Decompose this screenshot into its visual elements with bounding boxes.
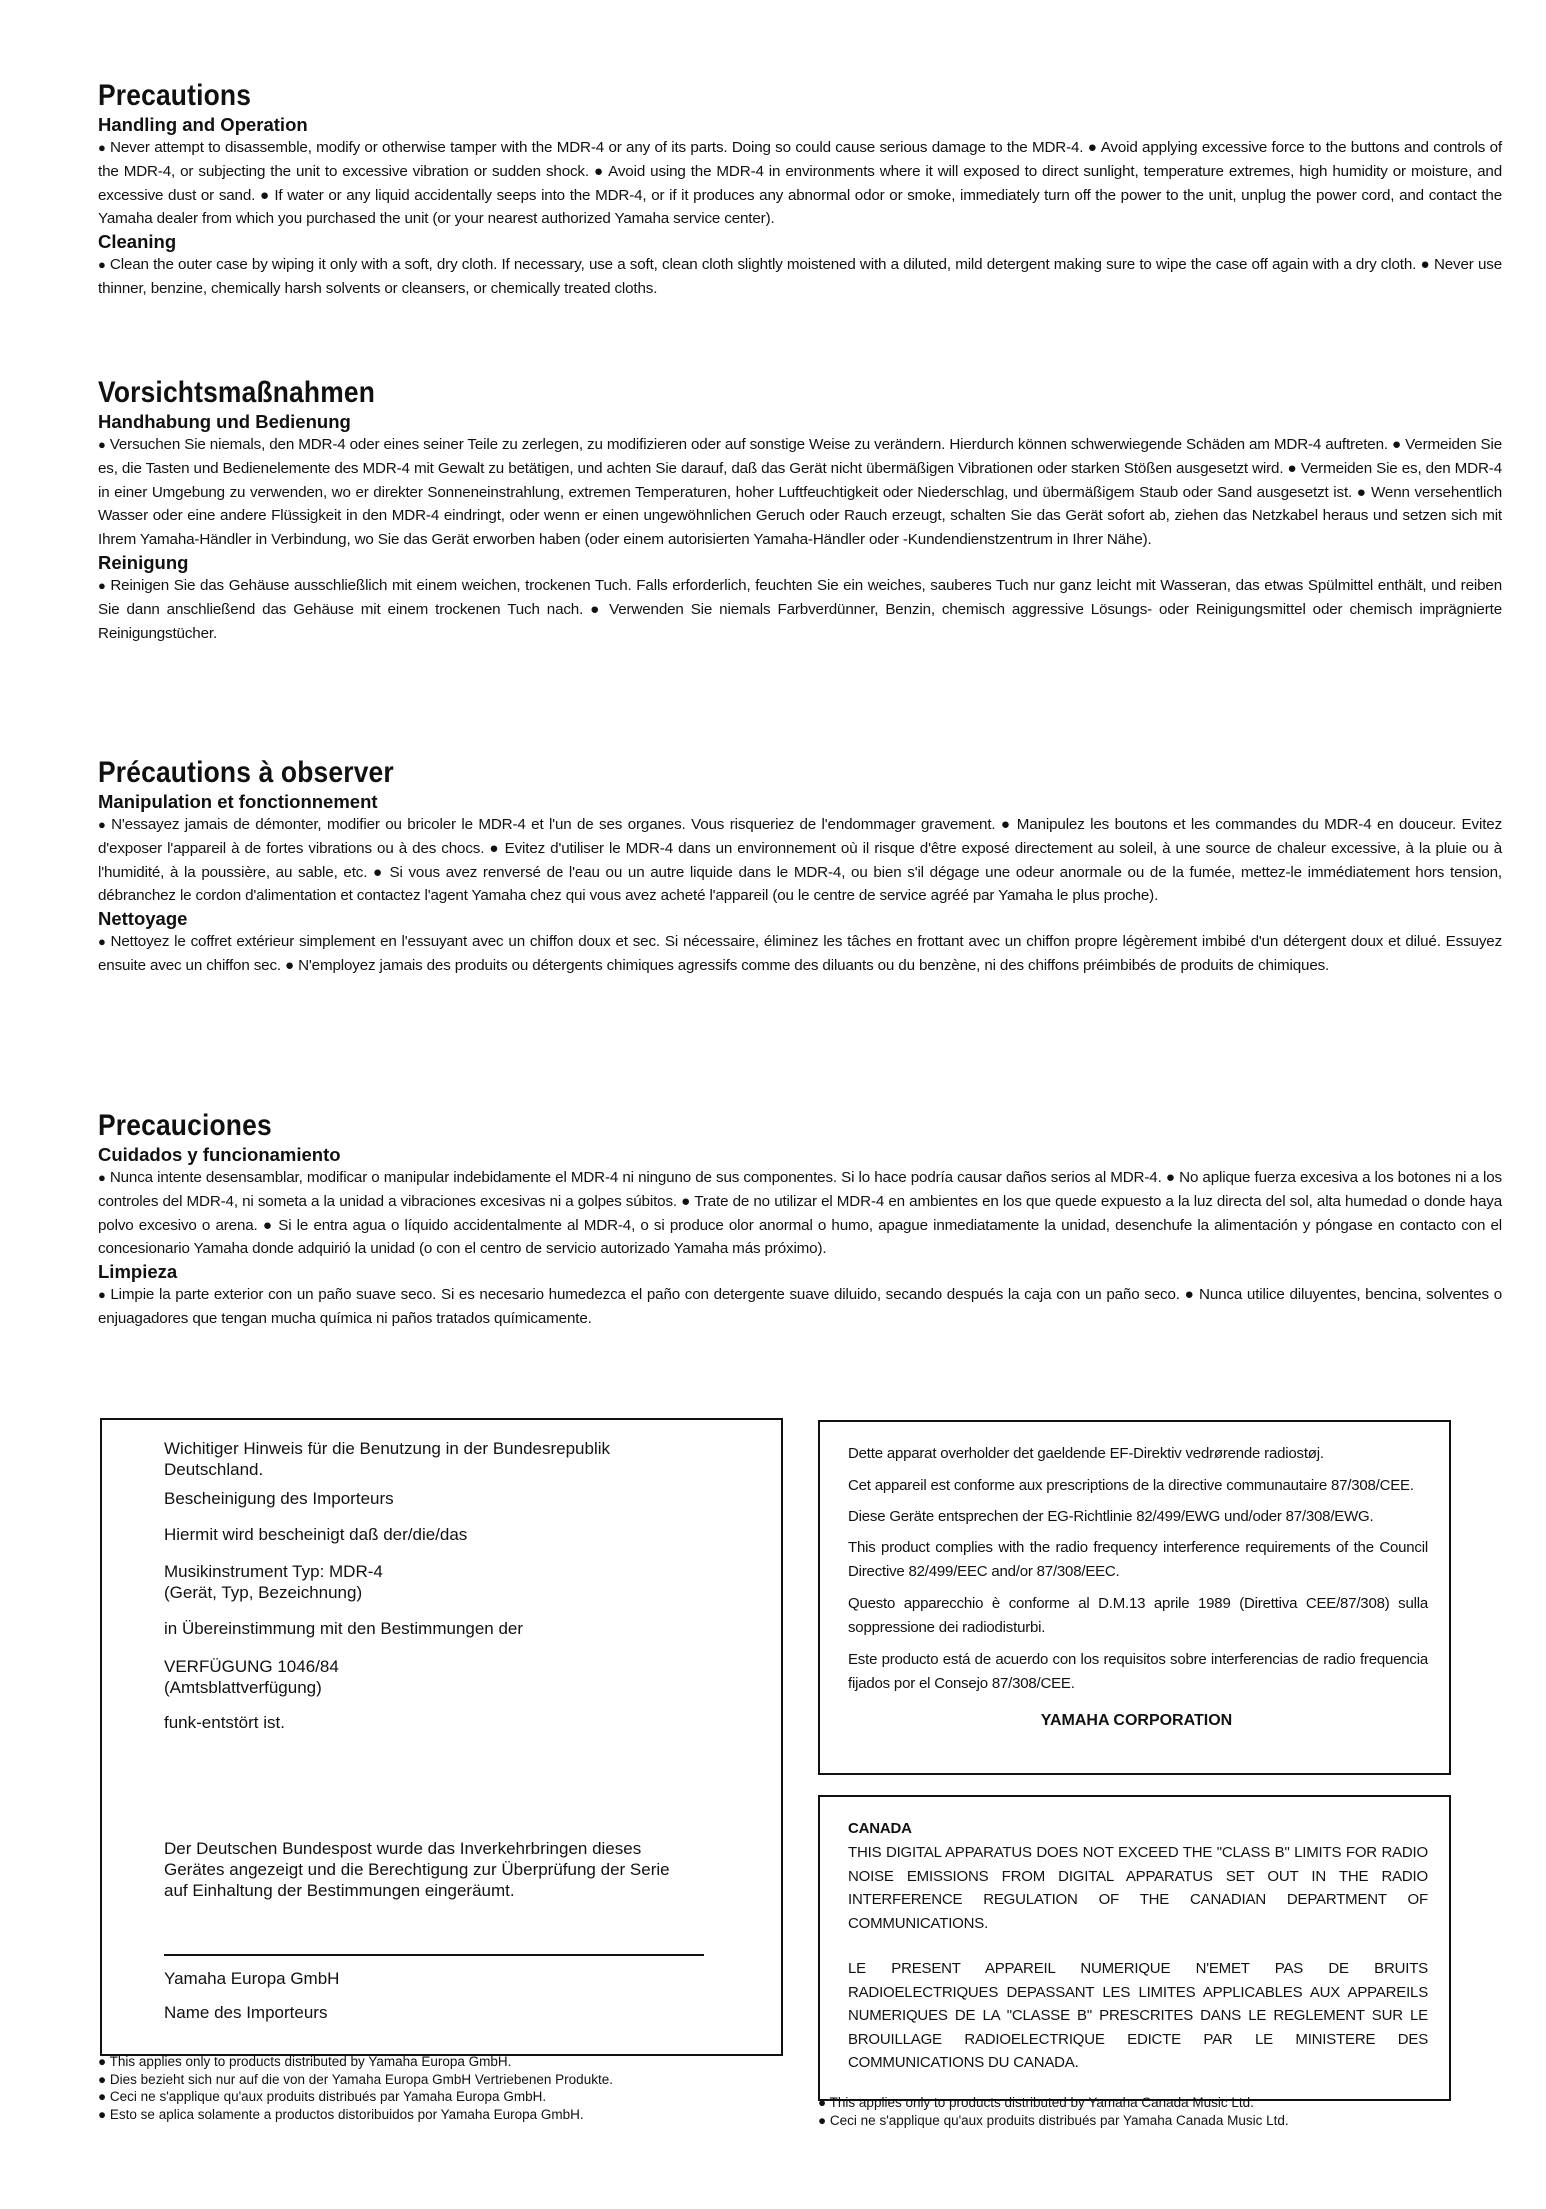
canada-title: CANADA [848, 1820, 912, 1837]
compliance-german: Diese Geräte entsprechen der EG-Richtlinie 82/499/EWG und/oder 87/308/EWG. [848, 1508, 1374, 1525]
regulation-reference: VERFÜGUNG 1046/84 [164, 1657, 339, 1676]
section-title: Precautions [98, 79, 252, 112]
precautions-section-de [98, 375, 1502, 645]
bullet-icon: ● [98, 577, 107, 593]
bundespost-text: Der Deutschen Bundespost wurde das Inverkehrbringen dieses Gerätes angezeigt und die Berechtigung zur Überprüfung der Serie auf Einhaltung der Bestimmungen eingeräumt. [164, 1839, 670, 1900]
compliance-italian: Questo apparecchio è conforme al D.M.13 aprile 1989 (Direttiva CEE/87/308) sulla soppressione dei radiodisturbi. [848, 1595, 1428, 1636]
bullet-icon: ● [98, 817, 108, 832]
canada-french-text: LE PRESENT APPAREIL NUMERIQUE N'EMET PAS DE BRUITS RADIOELECTRIQUES DEPASSANT LES LIMITES APPLICABLES AUX APPAREILS NUMERIQUES DE LA "CLASSE B" PRESCRITES DANS LE REGLEMENT SUR LE BROUILLAGE RADIOELECTRIQUE EDICTE PAR LE MINISTERE DES COMMUNICATIONS DU CANADA. [848, 1960, 1428, 2071]
cleaning-paragraph: ● Reinigen Sie das Gehäuse ausschließlich mit einem weichen, trockenen Tuch. Falls erforderlich, feuchten Sie ein weiches, sauberes Tuch nur ganz leicht mit Wasseran, das etwas Spülmittel enthält, und reiben Sie dann anschließend das Gehäuse mit einem trockenen Tuch nach. ● Verwenden Sie niemals Farbverdünner, Benzin, chemisch aggressive Lösungs- oder Reinigungsmittel oder chemisch imprägnierte Reinigungstücher. [98, 576, 1502, 642]
canada-english-text: THIS DIGITAL APPARATUS DOES NOT EXCEED THE "CLASS B" LIMITS FOR RADIO NOISE EMISSIONS FROM DIGITAL APPARATUS SET OUT IN THE RADIO INTERFERENCE REGULATION OF THE CANADIAN DEPARTMENT OF COMMUNICATIONS. [848, 1844, 1428, 1932]
bullet-icon: ● [98, 257, 106, 273]
note-item: ● This applies only to products distributed by Yamaha Canada Music Ltd. [818, 2095, 1254, 2110]
importer-certificate-box [100, 1418, 783, 2056]
bullet-icon: ● [818, 2095, 827, 2110]
bullet-icon: ● [98, 140, 107, 155]
bullet-icon: ● [98, 1170, 106, 1185]
cleaning-paragraph: ● Limpie la parte exterior con un paño suave seco. Si es necesario humedezca el paño con detergente suave diluido, secando después la caja con un paño seco. ● Nunca utilice diluyentes, bencina, solventes o enjuagadores que tengan mucha química ni paños tratados químicamente. [98, 1286, 1502, 1327]
section-title: Vorsichtsmaßnahmen [98, 376, 376, 409]
handling-paragraph: ● N'essayez jamais de démonter, modifier ou bricoler le MDR-4 et l'un de ses organes. Vous risqueriez de l'endommager gravement. ● Manipulez les boutons et les commandes du MDR-4 en douceur. Evitez d'exposer l'appareil à de fortes vibrations ou à des chocs. ● Evitez d'utiliser le MDR-4 dans un environnement où il risque d'être exposé directement au soleil, à une source de chaleur excessive, à la pluie ou à l'humidité, à la poussière, au sable, etc. ● Si vous avez renversé de l'eau ou un autre liquide dans le MDR-4, ou bien s'il dégage une odeur anormale ou de la fumée, mettez-le immédiatement hors tension, débranchez le cordon d'alimentation et contactez l'agent Yamaha chez qui vous avez acheté l'appareil (ou le centre de service agréé par Yamaha le plus proche). [98, 816, 1503, 905]
compliance-spanish: Este producto está de acuerdo con los requisitos sobre interferencias de radio frequencia fijados por el Consejo 87/308/CEE. [848, 1651, 1428, 1692]
note-item: ● Ceci ne s'applique qu'aux produits distribués par Yamaha Europa GmbH. [98, 2089, 547, 2104]
note-item: ● Dies bezieht sich nur auf die von der Yamaha Europa GmbH Vertriebenen Produkte. [98, 2071, 613, 2087]
certificate-line-1: Hiermit wird bescheinigt daß der/die/das [164, 1525, 468, 1544]
handling-heading: Manipulation et fonctionnement [98, 791, 378, 812]
cleaning-heading: Nettoyage [98, 908, 188, 930]
bullet-icon: ● [98, 437, 106, 452]
yamaha-corporation-label: YAMAHA CORPORATION [1040, 1712, 1233, 1729]
bullet-icon: ● [98, 2054, 107, 2069]
bullet-icon: ● [98, 1287, 107, 1303]
cleaning-paragraph: ● Nettoyez le coffret extérieur simplement en l'essuyant avec un chiffon doux et sec. Si nécessaire, éliminez les tâches en frottant avec un chiffon propre légèrement imbibé d'un détergent doux et dilué. Essuyez ensuite avec un chiffon sec. ● N'employez jamais des produits ou détergents chimiques agressifs comme des diluants ou du benzène, ni des chiffons préimbibés de produits de chimiques. [98, 933, 1503, 974]
compliance-danish: Dette apparat overholder det gaeldende EF-Direktiv vedrørende radiostøj. [848, 1445, 1324, 1462]
handling-paragraph: ● Never attempt to disassemble, modify or otherwise tamper with the MDR-4 or any of its parts. Doing so could cause serious damage to the MDR-4. ● Avoid applying excessive force to the buttons and controls of the MDR-4, or subjecting the unit to excessive vibration or sudden shock. ● Avoid using the MDR-4 in environments where it will exposed to direct sunlight, temperature extremes, high humidity or moisture, and excessive dust or sand. ● If water or any liquid accidentally seeps into the MDR-4, or if it produces any abnormal odor or smoke, immediately turn off the power to the unit, unplug the power cord, and contact the Yamaha dealer from which you purchased the unit (or your nearest authorized Yamaha service center). [98, 139, 1502, 228]
certificate-line-3: funk-entstört ist. [164, 1713, 285, 1732]
handling-heading: Handling and Operation [98, 114, 308, 135]
regulation-caption: (Amtsblattverfügung) [164, 1678, 322, 1697]
section-title: Précautions à observer [98, 756, 394, 789]
importer-name-caption: Name des Importeurs [164, 2003, 328, 2022]
cleaning-heading: Limpieza [98, 1261, 178, 1283]
canada-notes [818, 2094, 1289, 2129]
bullet-icon: ● [98, 2106, 107, 2122]
section-title: Precauciones [98, 1109, 272, 1142]
eu-compliance-box [818, 1420, 1451, 1775]
bullet-icon: ● [98, 2071, 107, 2087]
handling-heading: Cuidados y funcionamiento [98, 1144, 341, 1165]
cleaning-paragraph: ● Clean the outer case by wiping it only with a soft, dry cloth. If necessary, use a soft, clean cloth slightly moistened with a diluted, mild detergent making sure to wipe the case off again with a dry cloth. ● Never use thinner, benzine, chemically harsh solvents or cleansers, or chemically treated cloths. [98, 256, 1503, 297]
note-item: ● Esto se aplica solamente a productos distoribuidos por Yamaha Europa GmbH. [98, 2106, 584, 2122]
handling-heading: Handhabung und Bedienung [98, 411, 351, 432]
importer-notice: Wichitiger Hinweis für die Benutzung in der Bundesrepublik Deutschland. [164, 1439, 611, 1479]
precautions-section-fr [98, 755, 1502, 978]
certificate-line-2: in Übereinstimmung mit den Bestimmungen der [164, 1619, 524, 1638]
note-item: ● Ceci ne s'applique qu'aux produits distribués par Yamaha Canada Music Ltd. [818, 2112, 1289, 2128]
cleaning-heading: Cleaning [98, 231, 177, 253]
precautions-section-en [98, 78, 1502, 301]
importer-certificate-title: Bescheinigung des Importeurs [164, 1489, 394, 1508]
importer-name: Yamaha Europa GmbH [164, 1969, 340, 1988]
cleaning-heading: Reinigung [98, 551, 189, 573]
bullet-icon: ● [98, 2089, 107, 2104]
device-caption: (Gerät, Typ, Bezeichnung) [164, 1583, 363, 1602]
handling-paragraph: ● Versuchen Sie niemals, den MDR-4 oder eines seiner Teile zu zerlegen, zu modifizieren oder auf sonstige Weise zu verändern. Hierdurch können schwerwiegende Schäden am MDR-4 auftreten. ● Vermeiden Sie es, die Tasten und Bedienelemente des MDR-4 mit Gewalt zu betätigen, und achten Sie darauf, daß das Gerät nicht übermäßigen Vibrationen oder starken Stößen ausgesetzt wird. ● Vermeiden Sie es, den MDR-4 in einer Umgebung zu verwenden, wo er direkter Sonneneinstrahlung, extremen Temperaturen, hoher Luftfeuchtigkeit oder Niederschlag, und übermäßigem Staub oder Sand ausgesetzt ist. ● Wenn versehentlich Wasser oder eine andere Flüssigkeit in den MDR-4 eindringt, oder wenn er einen ungewöhnlichen Geruch oder Rauch erzeugt, schalten Sie das Gerät sofort ab, ziehen das Netzkabel heraus und setzen sich mit Ihrem Yamaha-Händler in Verbindung, wo Sie das Gerät erworben haben (oder einem autorisierten Yamaha-Händler oder -Kundendienstzentrum in Ihrer Nähe). [98, 436, 1503, 549]
importer-notes [98, 2053, 613, 2123]
precautions-section-es [98, 1108, 1502, 1331]
handling-paragraph: ● Nunca intente desensamblar, modificar o manipular indebidamente el MDR-4 ni ninguno de sus componentes. Si lo hace podría causar daños serios al MDR-4. ● No aplique fuerza excesiva a los botones ni a los controles del MDR-4, ni someta a la unidad a vibraciones excesivas ni a golpes súbitos. ● Trate de no utilizar el MDR-4 en ambientes en los que quede expuesto a la luz directa del sol, alta humedad o donde haya polvo excesivo o arena. ● Si le entra agua o líquido accidentalmente al MDR-4, o si produce olor anormal o humo, apague inmediatamente la unidad, desenchufe la alimentación y póngase en contacto con el concesionario Yamaha donde adquirió la unidad (o con el centro de servicio autorizado Yamaha más próximo). [98, 1169, 1502, 1258]
compliance-french: Cet appareil est conforme aux prescriptions de la directive communautaire 87/308/CEE. [848, 1477, 1414, 1494]
note-item: ● This applies only to products distributed by Yamaha Europa GmbH. [98, 2054, 512, 2069]
device-type: Musikinstrument Typ: MDR-4 [164, 1562, 383, 1581]
signature-rule [164, 1954, 704, 1956]
bullet-icon: ● [98, 934, 107, 950]
canada-compliance-box [818, 1795, 1451, 2101]
compliance-english: This product complies with the radio frequency interference requirements of the Council Directive 82/499/EEC and/or 87/308/EEC. [848, 1539, 1428, 1580]
bullet-icon: ● [818, 2112, 827, 2128]
